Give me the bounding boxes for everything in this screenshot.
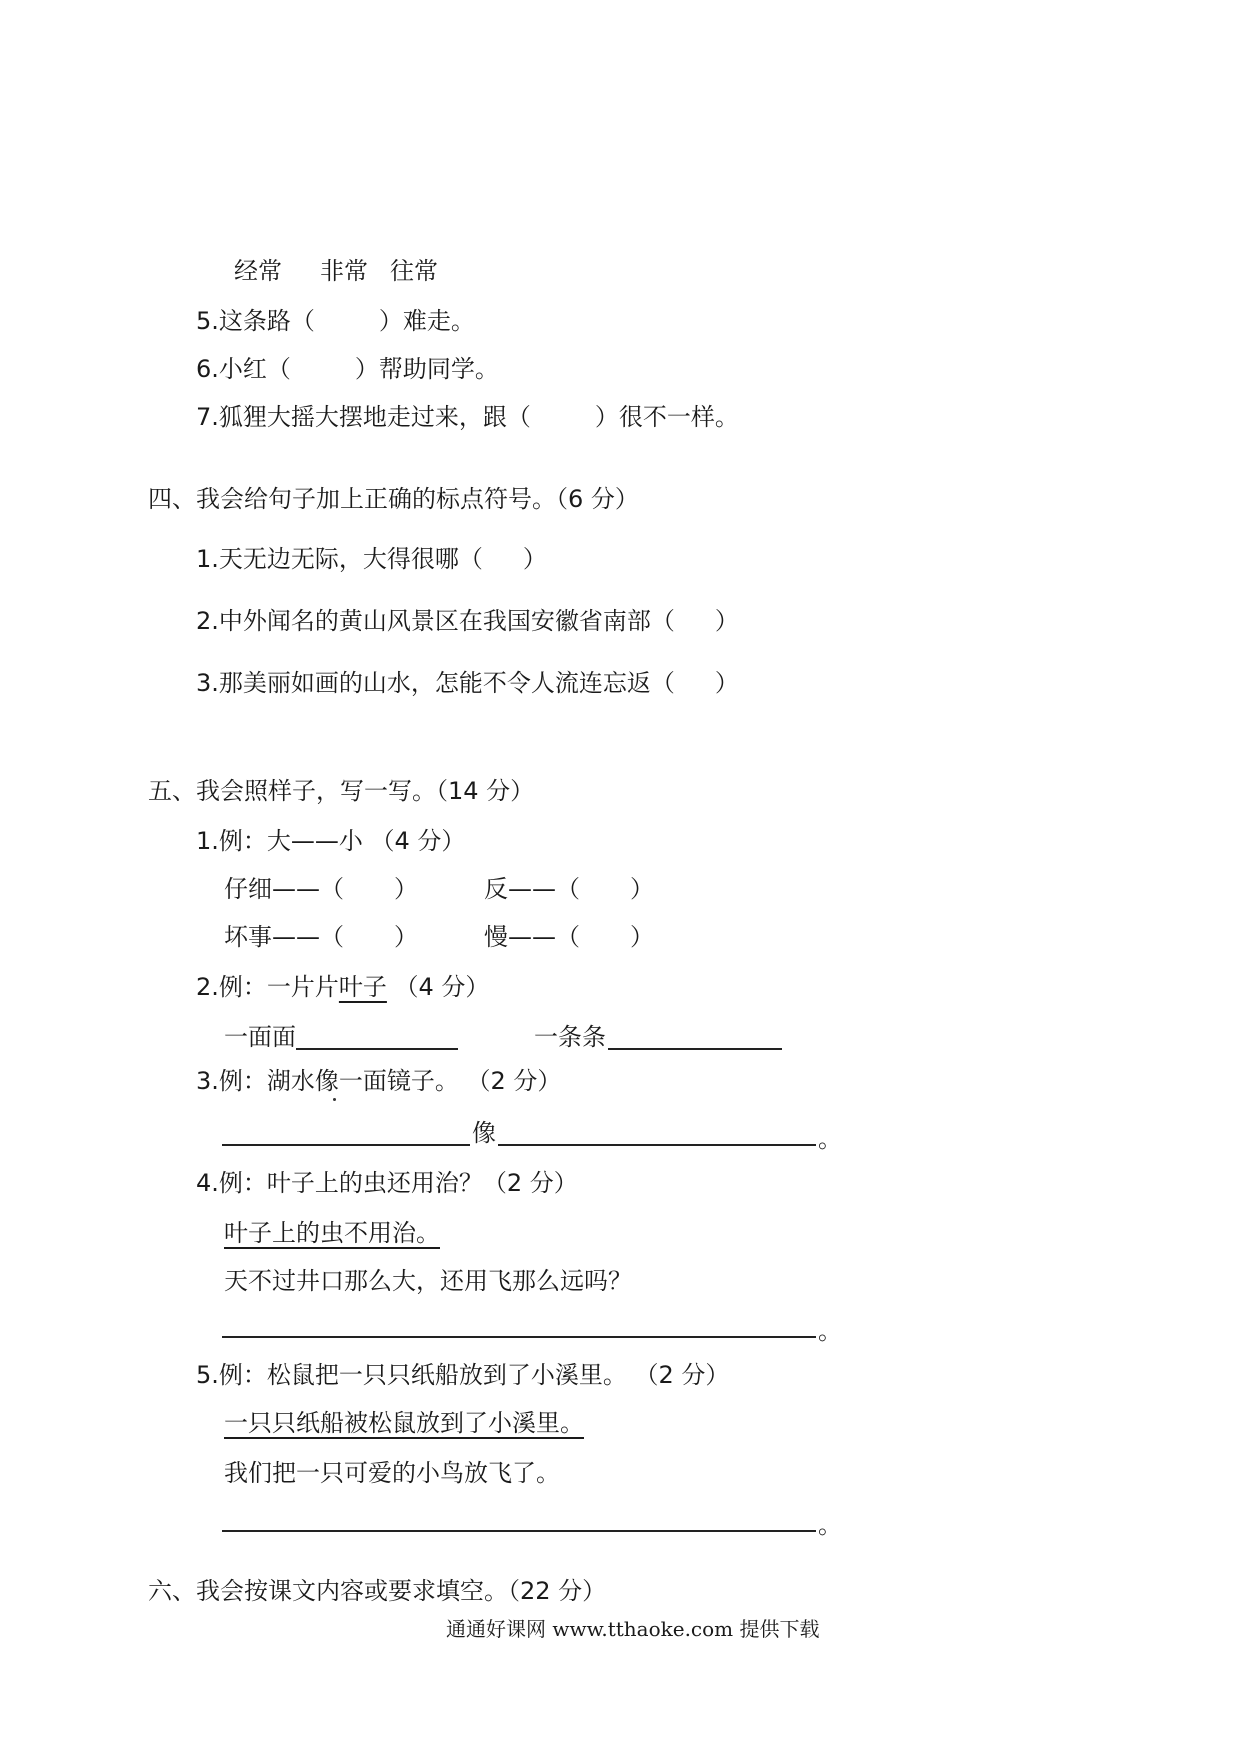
- q3-item-6: [196, 354, 499, 384]
- ex1-pair-left: [224, 874, 418, 904]
- pair-text: 慢——（: [484, 923, 580, 951]
- ex2-fill-1-label: 一面面: [224, 1023, 296, 1051]
- word-option: 非常: [320, 257, 368, 285]
- page-footer: 通通好课网 www.tthaoke.com 提供下载: [446, 1617, 820, 1641]
- item-number: 5.: [196, 307, 219, 335]
- pair-text: 仔细——（: [224, 875, 344, 903]
- ex5-answer-line[interactable]: [222, 1530, 816, 1532]
- ex3-line-left[interactable]: [222, 1144, 470, 1146]
- item-text: 中外闻名的黄山风景区在我国安徽省南部（: [218, 607, 675, 635]
- section-6-heading: 六、我会按课文内容或要求填空。（22 分）: [148, 1577, 607, 1605]
- ex2-fill-1-line[interactable]: [296, 1048, 458, 1050]
- item-text: ）: [522, 545, 547, 573]
- item-text: ）难走。: [378, 307, 475, 335]
- ex5-sample-answer: [224, 1408, 584, 1438]
- pair-text: ）: [630, 875, 654, 903]
- ex1-pair-left: [224, 922, 418, 952]
- ex2-label: [196, 972, 489, 1002]
- ex4-answer-line[interactable]: [222, 1336, 816, 1338]
- ex1-pair-right: [484, 874, 654, 904]
- item-number: 3.: [196, 669, 219, 697]
- q3-item-7: [196, 402, 739, 432]
- ex5-label: 5.例：松鼠把一只只纸船放到了小溪里。 （2 分）: [196, 1361, 730, 1389]
- item-text: 小红（: [218, 355, 291, 383]
- ex2-label-text: 2.例：一片片: [196, 973, 339, 1001]
- ex4-end: 。: [818, 1317, 842, 1345]
- ex2-label-underlined: 叶子: [338, 973, 387, 1001]
- section-5-heading: 五、我会照样子，写一写。（14 分）: [148, 777, 535, 805]
- ex3-middle-word: 像: [472, 1119, 496, 1147]
- item-text: ）帮助同学。: [354, 355, 499, 383]
- word-options: [234, 256, 438, 286]
- pair-text: 反——（: [484, 875, 580, 903]
- ex2-fill-2-label: 一条条: [534, 1023, 606, 1051]
- ex5-end: 。: [818, 1511, 842, 1539]
- pair-text: ）: [394, 923, 418, 951]
- q4-item-3: [196, 668, 739, 698]
- pair-text: 坏事——（: [224, 923, 344, 951]
- word-option: 往常: [390, 257, 438, 285]
- item-number: 7.: [196, 403, 219, 431]
- item-text: 这条路（: [218, 307, 315, 335]
- ex5-prompt: 我们把一只可爱的小鸟放飞了。: [224, 1459, 560, 1487]
- item-text: 那美丽如画的山水，怎能不令人流连忘返（: [218, 669, 675, 697]
- ex4-prompt: 天不过井口那么大，还用飞那么远吗？: [224, 1267, 632, 1295]
- item-text: ）很不一样。: [594, 403, 739, 431]
- q4-item-1: [196, 544, 547, 574]
- ex4-label: 4.例：叶子上的虫还用治？（2 分）: [196, 1169, 578, 1197]
- item-text: 狐狸大摇大摆地走过来，跟（: [218, 403, 531, 431]
- ex3-end: 。: [818, 1125, 842, 1153]
- item-text: ）: [714, 607, 739, 635]
- ex5-sample-answer-text: 一只只纸船被松鼠放到了小溪里。: [224, 1409, 584, 1437]
- pair-text: ）: [394, 875, 418, 903]
- q4-item-2: [196, 606, 739, 636]
- ex4-sample-answer-text: 叶子上的虫不用治。: [224, 1219, 440, 1247]
- ex3-label: 3.例：湖水像一面镜子。 （2 分）: [196, 1067, 562, 1095]
- ex3-line-right[interactable]: [498, 1144, 816, 1146]
- ex4-sample-answer: [224, 1218, 440, 1248]
- item-number: 6.: [196, 355, 219, 383]
- item-number: 1.: [196, 545, 219, 573]
- ex2-label-text: （4 分）: [386, 973, 490, 1001]
- item-number: 2.: [196, 607, 219, 635]
- ex2-fill-2-line[interactable]: [608, 1048, 782, 1050]
- item-text: ）: [714, 669, 739, 697]
- q3-item-5: [196, 306, 475, 336]
- word-option: 经常: [234, 257, 282, 285]
- ex1-label: 1.例：大——小 （4 分）: [196, 827, 466, 855]
- pair-text: ）: [630, 923, 654, 951]
- item-text: 天无边无际，大得很哪（: [218, 545, 483, 573]
- section-4-heading: 四、我会给句子加上正确的标点符号。（6 分）: [148, 485, 639, 513]
- emphasis-dot: [333, 1098, 336, 1101]
- ex1-pair-right: [484, 922, 654, 952]
